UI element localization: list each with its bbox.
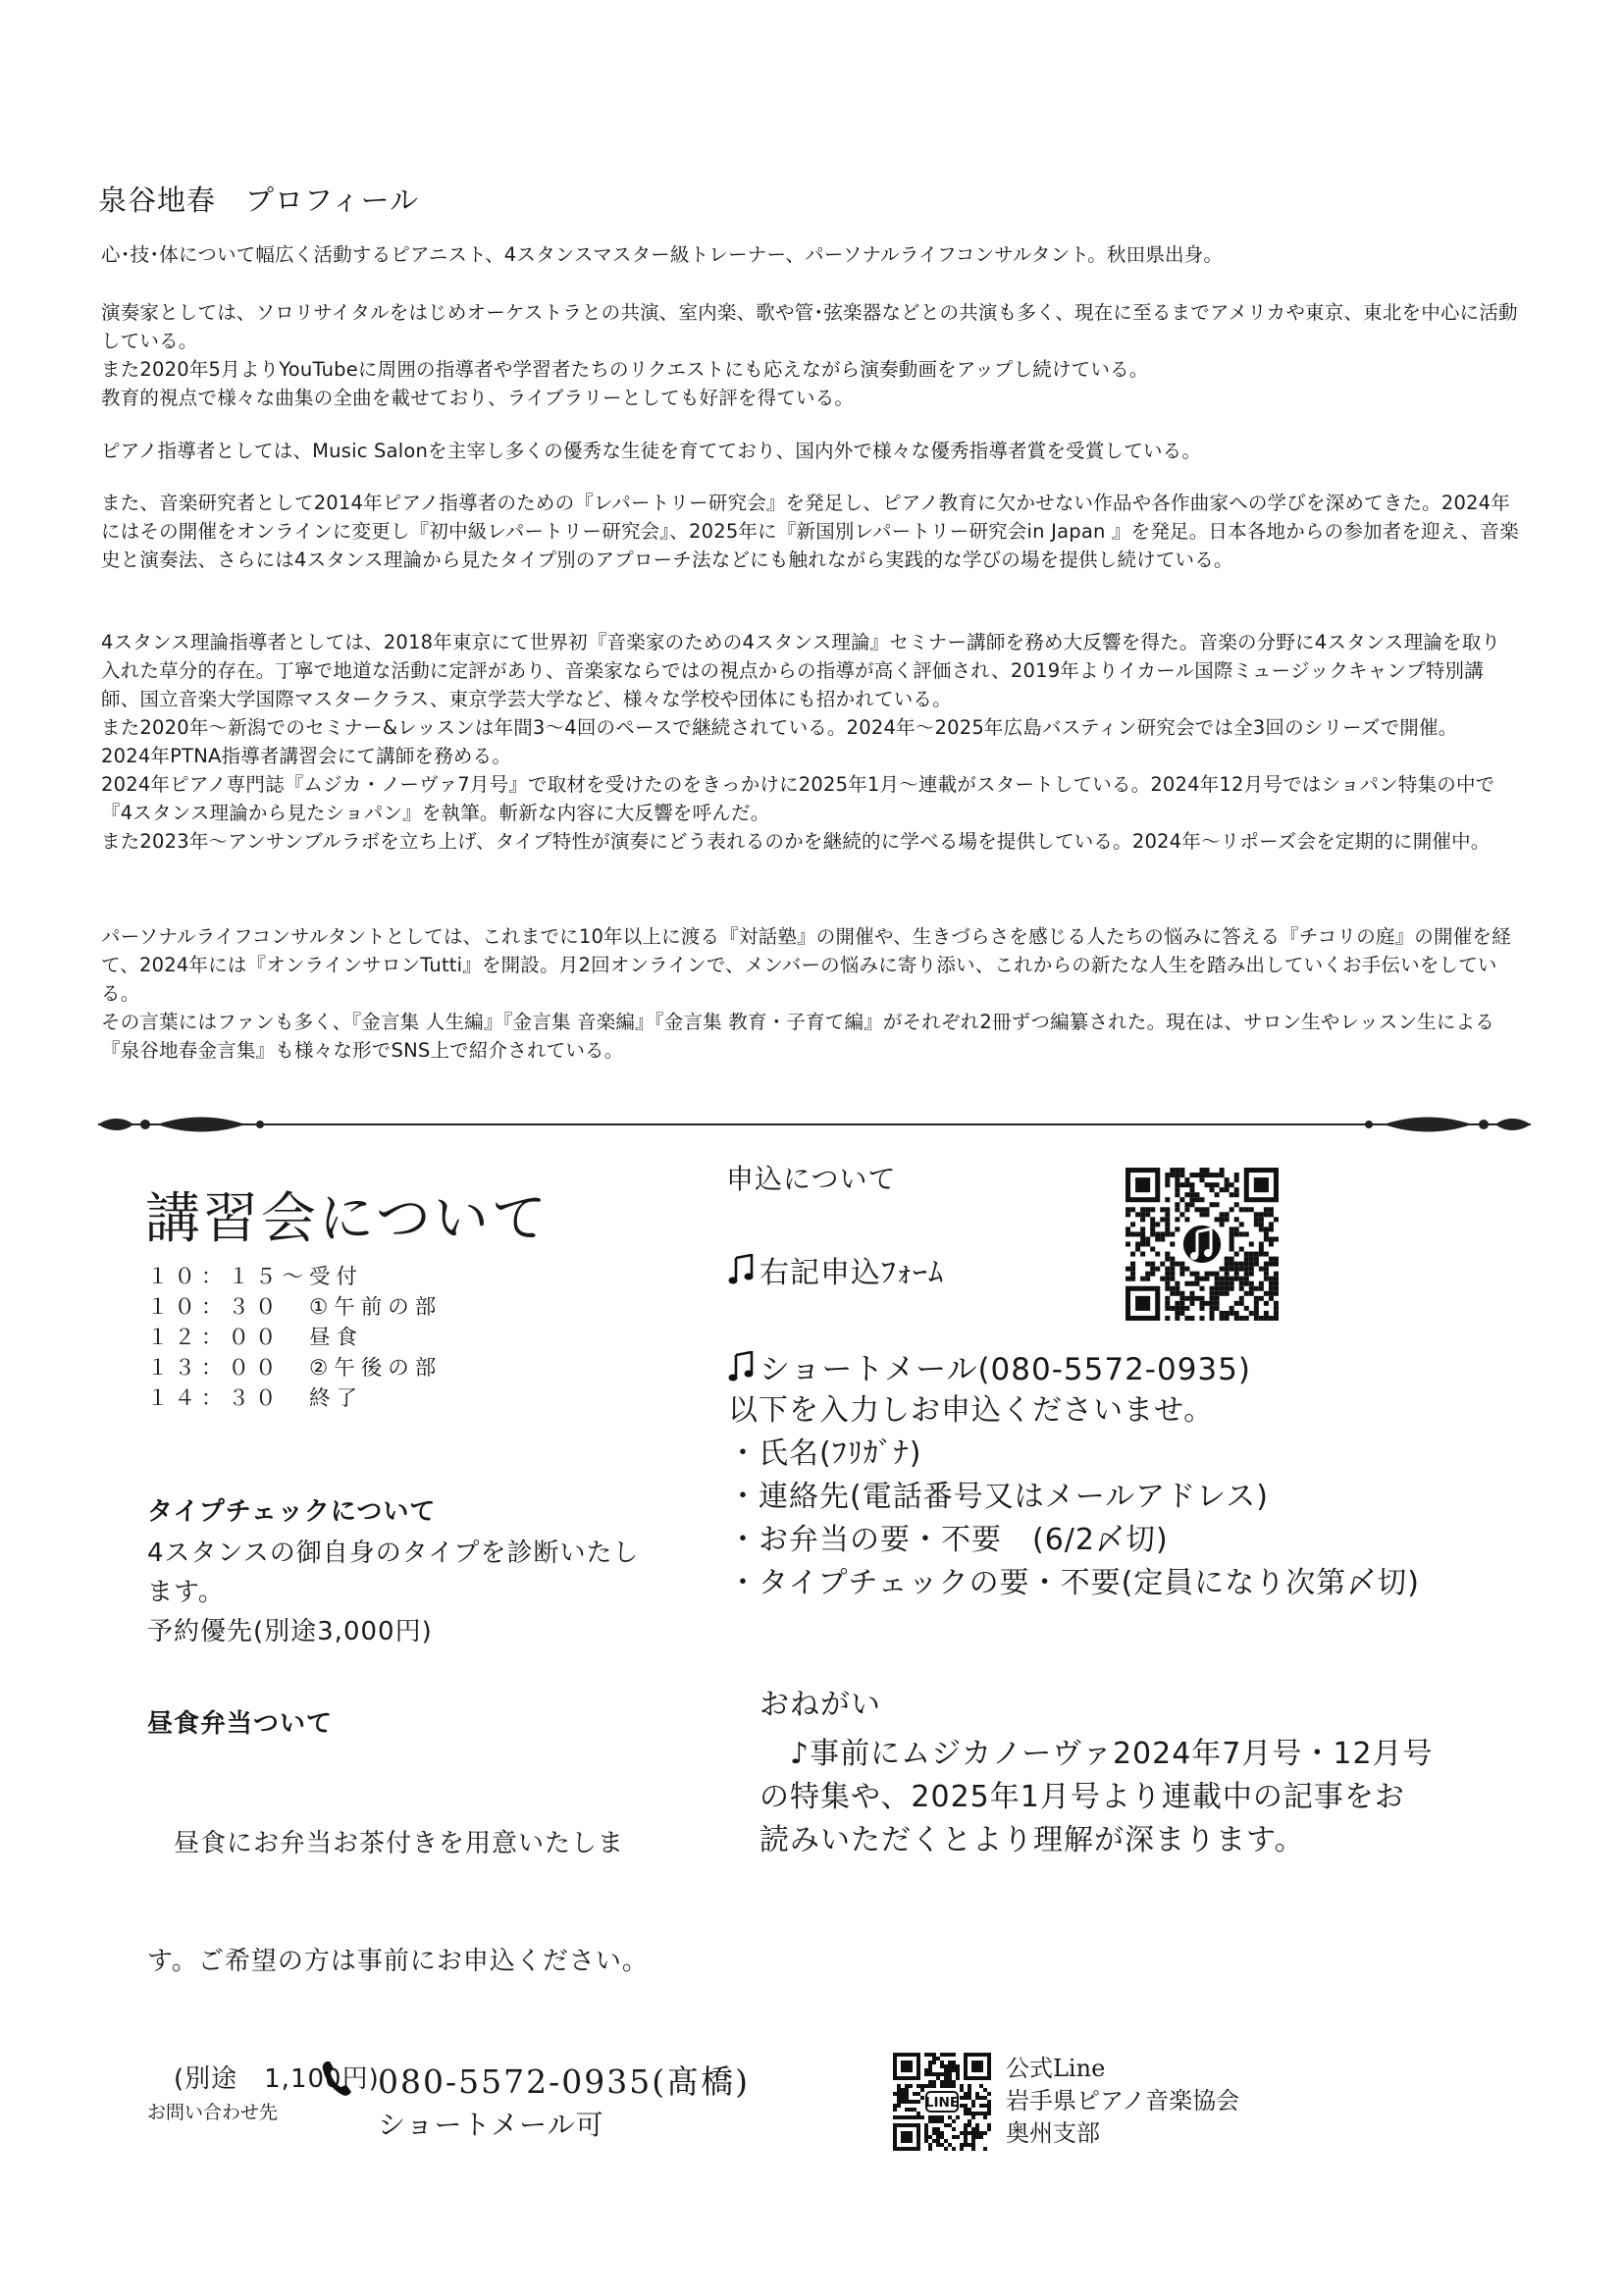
profile-line: その言葉にはファンも多く、『金言集 人生編』『金言集 音楽編』『金言集 教育・子育て編』がそれぞれ2冊ずつ編纂された。現在は、サロン生やレッスン生による『泉谷地春金言集』も様々な形でSNS上で紹介されている。 [101,1011,1494,1062]
typecheck-line: ます。 [147,1578,225,1607]
apply-sms-line [728,1344,1251,1388]
line-badge-text: LINE [924,2095,960,2112]
profile-line: 2024年PTNA指導者講習会にて講師を務める。 [101,745,512,767]
schedule-item: １４：３０ 終了 [147,1386,364,1411]
request-line: ♪事前にムジカノーヴァ2024年7月号・12月号 [759,1737,1434,1771]
profile-title: 泉谷地春 プロフィール [98,183,420,217]
schedule-list [147,1262,442,1414]
seminar-title: 講習会について [145,1187,550,1251]
schedule-item: １２：００ 昼食 [147,1326,364,1350]
schedule-item: １０：３０ ①午前の部 [147,1295,443,1320]
request-line: の特集や、2025年1月号より連載中の記事をお [759,1780,1405,1814]
apply-form-line [728,1248,944,1291]
profile-line: また2020年5月よりYouTubeに周囲の指導者や学習者たちのリクエストにも応えながら演奏動画をアップし続けている。 [101,358,1149,381]
line-text-line: 奥州支部 [1006,2119,1100,2147]
apply-sms-label: ショートメール(080-5572-0935) [759,1352,1251,1387]
typecheck-section [147,1491,677,1651]
qr-code-icon[interactable] [1121,1163,1283,1326]
typecheck-heading: タイプチェックについて [147,1497,437,1527]
music-note-icon [728,1254,754,1285]
request-heading: おねがい [759,1688,881,1722]
typecheck-line: 予約優先(別途3,000円) [147,1617,433,1646]
lunch-line: す。ご希望の方は事前にお申込ください。 [147,1947,649,1976]
profile-line: また2020年～新潟でのセミナー&レッスンは年間3～4回のペースで継続されている。2024年～2025年広島バスティン研究会では全3回のシリーズで開催。 [101,716,1458,739]
apply-item: ・お弁当の要・不要 (6/2〆切) [728,1523,1169,1557]
phone-icon [320,2059,353,2098]
profile-paragraph-2 [101,298,1519,412]
apply-title: 申込について [726,1163,897,1195]
lunch-line: (別途 1,100円) [147,2064,380,2094]
request-line: 読みいただくとより理解が深まります。 [759,1823,1305,1857]
line-text-line: 公式Line [1006,2055,1106,2082]
apply-instructions [728,1389,1533,1605]
profile-paragraph-5 [101,628,1519,856]
profile-line: 演奏家としては、ソロリサイタルをはじめオーケストラとの共演、室内楽、歌や管･弦楽器などとの共演も多く、現在に至るまでアメリカや東京、東北を中心に活動している。 [101,301,1518,352]
profile-line: また、音楽研究者として2014年ピアノ指導者のための『レパートリー研究会』を発足し、ピアノ教育に欠かせない作品や各作曲家への学びを深めてきた。2024年にはその開催をオンラインに変更し『初中級レパートリー研究会』、2025年に『新国別レパートリー研究会in Japan 』を発足。日本各地からの参加者を迎え、音楽史と演奏法、さらには4スタンス理論から見たタイプ別のアプローチ法などにも触れながら実践的な学びの場を提供し続けている。 [101,492,1519,571]
contact-sms-ok: ショートメール可 [378,2109,604,2141]
profile-line: パーソナルライフコンサルタントとしては、これまでに10年以上に渡る『対話塾』の開催や、生きづらさを感じる人たちの悩みに答える『チコリの庭』の開催を経て、2024年には『オンラインサロンTutti』を開設。月2回オンラインで、メンバーの悩みに寄り添い、これからの新たな人生を踏み出していくお手伝いをしている。 [101,925,1511,1005]
line-text-line: 岩手県ピアノ音楽協会 [1006,2087,1240,2114]
profile-paragraph-1 [101,240,1519,269]
profile-paragraph-4 [101,489,1519,574]
profile-line: 教育的視点で様々な曲集の全曲を載せており、ライブラリーとしても好評を得ている。 [101,387,855,409]
lunch-heading: 昼食弁当ついて [147,1709,334,1739]
lunch-line: 昼食にお弁当お茶付きを用意いたしま [147,1829,625,1858]
schedule-item: １３：００ ②午後の部 [147,1356,443,1381]
contact-phone[interactable]: 080-5572-0935(髙橋) [378,2062,751,2101]
apply-item: ・タイプチェックの要・不要(定員になり次第〆切) [728,1566,1421,1600]
apply-item: ・氏名(ﾌﾘｶﾞﾅ) [728,1436,922,1471]
profile-line: 2024年ピアノ専門誌『ムジカ・ノーヴァ7月号』で取材を受けたのをきっかけに2025年1月～連載がスタートしている。2024年12月号ではショパン特集の中で『4スタンス理論から見たショパン』を執筆。斬新な内容に大反響を呼んだ。 [101,773,1495,824]
apply-item: 以下を入力しお申込くださいませ。 [728,1393,1215,1428]
contact-label: お問い合わせ先 [147,2102,279,2123]
profile-line: 心･技･体について幅広く活動するピアニスト、4スタンスマスター級トレーナー、パーソナルライフコンサルタント。秋田県出身。 [101,243,1224,266]
profile-line: 4スタンス理論指導者としては、2018年東京にて世界初『音楽家のための4スタンス理論』セミナー講師を務め大反響を得た。音楽の分野に4スタンス理論を取り入れた草分的存在。丁寧で地道な活動に定評があり、音楽家ならではの視点からの指導が高く評価され、2019年よりイカール国際ミュージックキャンプ特別講師、国立音楽大学国際マスタークラス、東京学芸大学など、様々な学校や団体にも招かれている。 [101,631,1501,710]
music-note-icon [728,1351,754,1383]
line-account-info [1006,2053,1239,2150]
profile-paragraph-3 [101,437,1519,465]
typecheck-body [147,1534,677,1651]
profile-line: ピアノ指導者としては、Music Salonを主宰し多くの優秀な生徒を育てており、国内外で様々な優秀指導者賞を受賞している。 [101,440,1202,462]
request-section [759,1684,1525,1862]
profile-paragraph-6 [101,922,1519,1065]
schedule-item: １０：１５～受付 [147,1265,364,1289]
apply-form-label: 右記申込ﾌｫｰﾑ [759,1256,944,1290]
ornamental-divider [98,1107,1531,1142]
profile-line: また2023年～アンサンブルラボを立ち上げ、タイプ特性が演奏にどう表れるのかを継続的に学べる場を提供している。2024年～リポーズ会を定期的に開催中。 [101,830,1491,853]
qr-code-icon[interactable] [893,2053,991,2151]
typecheck-line: 4スタンスの御自身のタイプを診断いたし [147,1539,640,1568]
apply-item: ・連絡先(電話番号又はメールアドレス) [728,1480,1269,1514]
